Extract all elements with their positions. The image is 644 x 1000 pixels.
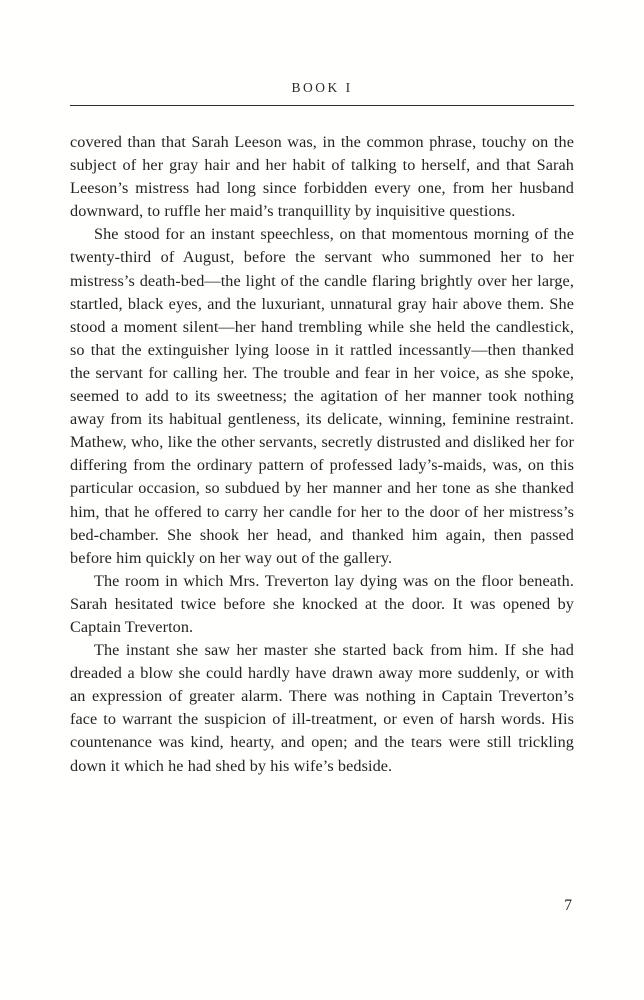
paragraph: The room in which Mrs. Treverton lay dying was on the floor beneath. Sarah hesitated twice before she knocked at the door. It was opened by Captain Treverton. <box>70 571 574 636</box>
page-number: 7 <box>564 897 572 914</box>
paragraph: She stood for an instant speechless, on that momentous morning of the twenty-third of August, before the servant who summoned her to her mistress’s death-bed—the light of the candle flaring brightly over her large, startled, black eyes, and the luxuriant, unnatural gray hair above them. She stood a moment silent—her hand trembling while she held the candlestick, so that the extinguisher lying loose in it rattled incessantly—then thanked the servant for calling her. The trouble and fear in her voice, as she spoke, seemed to add to its sweetness; the agitation of her manner took nothing away from its habitual gentleness, its delicate, winning, feminine restraint. Mathew, who, like the other servants, secretly distrusted and disliked her for differing from the ordinary pattern of professed lady’s-maids, was, on this particular occasion, so subdued by her manner and her tone as she thanked him, that he offered to carry her candle for her to the door of her mistress’s bed-chamber. She shook her head, and thanked him again, then passed before him quickly on her way out of the gallery. <box>70 225 574 567</box>
header-rule <box>70 105 574 106</box>
paragraph: covered than that Sarah Leeson was, in the common phrase, touchy on the subject of her gray hair and her habit of talking to herself, and that Sarah Leeson’s mistress had long since forbidden every one, from her husband downward, to ruffle her maid’s tranquillity by inquisitive questions. <box>70 133 574 221</box>
body-text <box>70 131 574 778</box>
book-title: BOOK I <box>291 80 353 95</box>
text-column <box>70 80 574 778</box>
paragraph: The instant she saw her master she started back from him. If she had dreaded a blow she could hardly have drawn away more suddenly, or with an expression of greater alarm. There was nothing in Captain Treverton’s face to warrant the suspicion of ill-treatment, or even of harsh words. His countenance was kind, hearty, and open; and the tears were still trickling down it which he had shed by his wife’s bedside. <box>70 641 574 775</box>
running-head <box>70 80 574 105</box>
